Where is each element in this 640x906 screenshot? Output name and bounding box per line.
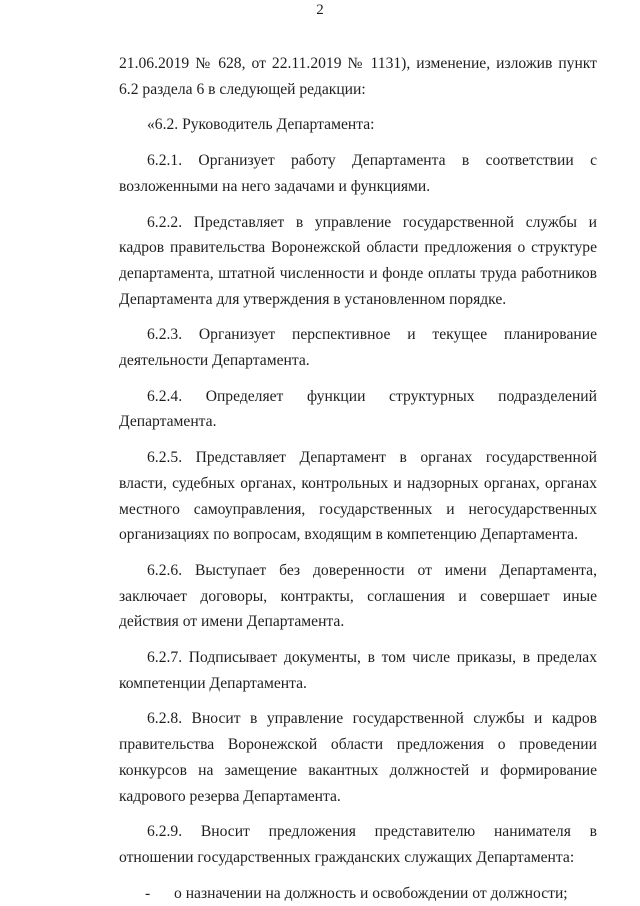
list-marker: -	[145, 884, 151, 902]
paragraph-6-2-9: 6.2.9. Вносит предложения представителю нанимателя в отношении государственных гражданских служащих Департамента:	[119, 823, 597, 866]
paragraph-6-2-6: 6.2.6. Выступает без доверенности от имени Департамента, заключает договоры, контракты, соглашения и совершает иные действия от имени Департамента.	[119, 561, 597, 631]
list-item	[119, 881, 597, 906]
document-body	[119, 51, 597, 906]
paragraph-6-2-3: 6.2.3. Организует перспективное и текущее планирование деятельности Департамента.	[119, 326, 597, 370]
paragraph-6-2-7: 6.2.7. Подписывает документы, в том числе приказы, в пределах компетенции Департамента.	[119, 649, 597, 692]
paragraph-6-2-4: 6.2.4. Определяет функции структурных подразделений Департамента.	[119, 387, 597, 431]
paragraph-6-2-8: 6.2.8. Вносит в управление государственной службы и кадров правительства Воронежской области предложения о проведении конкурсов на замещение вакантных должностей и формирование кадрового резерва Департамента.	[119, 710, 597, 805]
paragraph-6-2: «6.2. Руководитель Департамента:	[147, 116, 375, 134]
paragraph-6-2-5: 6.2.5. Представляет Департамент в органах государственной власти, судебных органах, контрольных и надзорных органах, органах местного самоуправления, государственных и негосударственных организациях по вопросам, входящим в компетенцию Департамента.	[119, 449, 597, 544]
paragraph-continuation: 21.06.2019 № 628, от 22.11.2019 № 1131), изменение, изложив пункт 6.2 раздела 6 в следующей редакции:	[119, 55, 597, 98]
list-item-text: о назначении на должность и освобождении от должности;	[174, 884, 568, 902]
paragraph-6-2-2: 6.2.2. Представляет в управление государственной службы и кадров правительства Воронежской области предложения о структуре департамента, штатной численности и фонде оплаты труда работников Департамента для утверждения в установленном порядке.	[119, 213, 597, 308]
page-number: 2	[316, 2, 324, 18]
paragraph-6-2-1: 6.2.1. Организует работу Департамента в соответствии с возложенными на него задачами и функциями.	[119, 152, 597, 195]
